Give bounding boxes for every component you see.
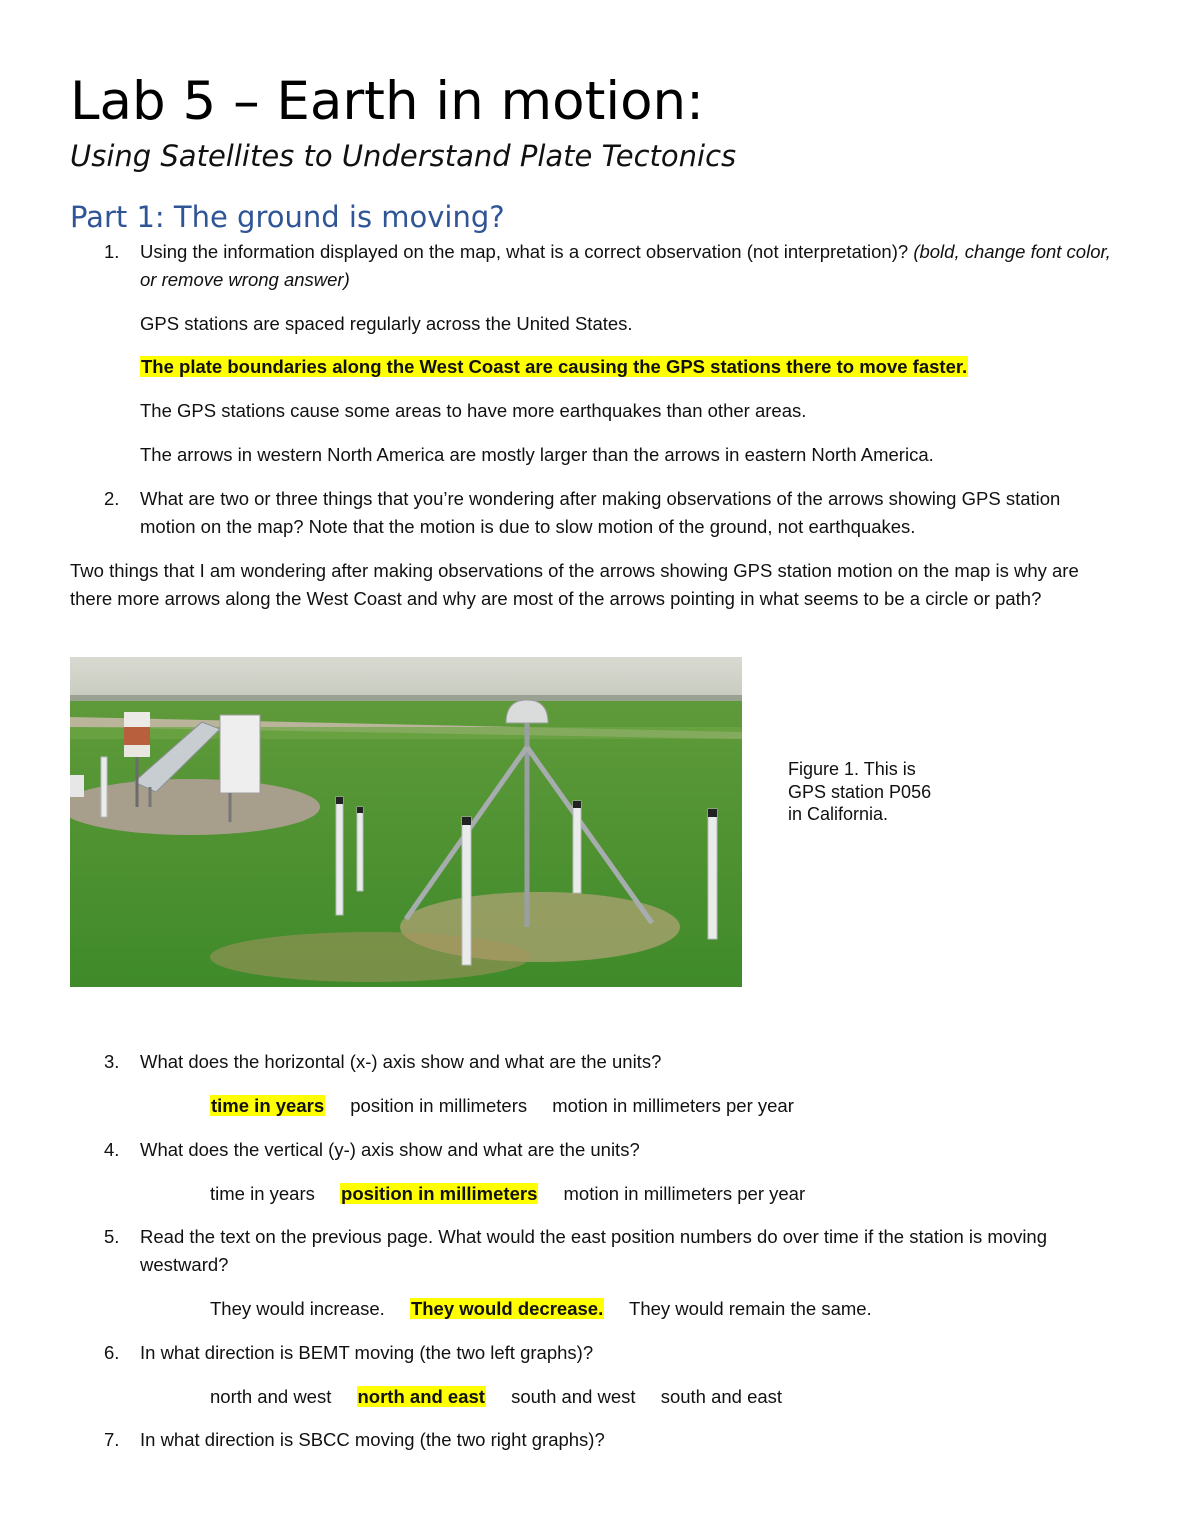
answer-option-selected[interactable]: They would decrease. <box>410 1298 604 1319</box>
highlighted-answer: The plate boundaries along the West Coast are causing the GPS stations there to move faster. <box>141 356 968 377</box>
answer-option[interactable]: motion in millimeters per year <box>552 1095 794 1116</box>
question-6: In what direction is BEMT moving (the two left graphs)? <box>140 1342 594 1363</box>
question-number: 7. <box>104 1429 120 1450</box>
answer-row <box>210 1383 802 1411</box>
question-2: What are two or three things that you’re wondering after making observations of the arrows showing GPS station motion on the map? Note that the motion is due to slow motion of the ground, not earthquakes. <box>140 488 1061 537</box>
answer-row <box>210 1092 814 1120</box>
figure-caption: Figure 1. This is GPS station P056 in California. <box>788 759 932 824</box>
gps-station-photo <box>70 657 742 987</box>
answer-row <box>210 1295 892 1323</box>
answer-option[interactable]: position in millimeters <box>350 1095 528 1116</box>
page-subtitle: Using Satellites to Understand Plate Tectonics <box>70 139 737 173</box>
question-number: 1. <box>104 241 120 262</box>
answer-option[interactable]: GPS stations are spaced regularly across the United States. <box>140 313 633 334</box>
question-number: 6. <box>104 1342 120 1363</box>
answer-option[interactable]: motion in millimeters per year <box>563 1183 806 1204</box>
question-number: 4. <box>104 1139 120 1160</box>
part-heading: Part 1: The ground is moving? <box>70 200 505 234</box>
answer-option[interactable]: south and east <box>660 1386 783 1407</box>
answer-option[interactable]: The GPS stations cause some areas to have more earthquakes than other areas. <box>140 400 807 421</box>
answer-option-selected[interactable]: position in millimeters <box>341 1183 538 1204</box>
answer-option[interactable]: The arrows in western North America are mostly larger than the arrows in eastern North America. <box>140 444 934 465</box>
answer-option-selected[interactable] <box>140 353 968 381</box>
question-number: 2. <box>104 488 120 509</box>
answer-paragraph: Two things that I am wondering after making observations of the arrows showing GPS station motion on the map is why are there more arrows along the West Coast and why are most of the arrows pointing in what seems to be a circle or path? <box>70 560 1079 609</box>
answer-option[interactable]: They would remain the same. <box>629 1298 872 1319</box>
answer-option[interactable]: time in years <box>210 1183 315 1204</box>
question-1 <box>140 238 1120 294</box>
answer-option-selected[interactable]: north and east <box>357 1386 485 1407</box>
question-number: 5. <box>104 1226 120 1247</box>
question-5: Read the text on the previous page. What would the east position numbers do over time if the station is moving westward? <box>140 1226 1048 1275</box>
answer-row <box>210 1180 825 1208</box>
question-3: What does the horizontal (x-) axis show and what are the units? <box>140 1051 662 1072</box>
answer-option[interactable]: They would increase. <box>210 1298 385 1319</box>
question-4: What does the vertical (y-) axis show and what are the units? <box>140 1139 640 1160</box>
answer-option-selected[interactable]: time in years <box>211 1095 325 1116</box>
question-7: In what direction is SBCC moving (the two right graphs)? <box>140 1429 605 1450</box>
question-text: Using the information displayed on the map, what is a correct observation (not interpretation)? <box>140 241 909 262</box>
answer-option[interactable]: south and west <box>511 1386 636 1407</box>
page-title: Lab 5 – Earth in motion: <box>70 71 704 132</box>
question-number: 3. <box>104 1051 120 1072</box>
question-instruction: (bold, change font color, or remove wrong answer) <box>140 241 1111 290</box>
answer-option[interactable]: north and west <box>210 1386 332 1407</box>
